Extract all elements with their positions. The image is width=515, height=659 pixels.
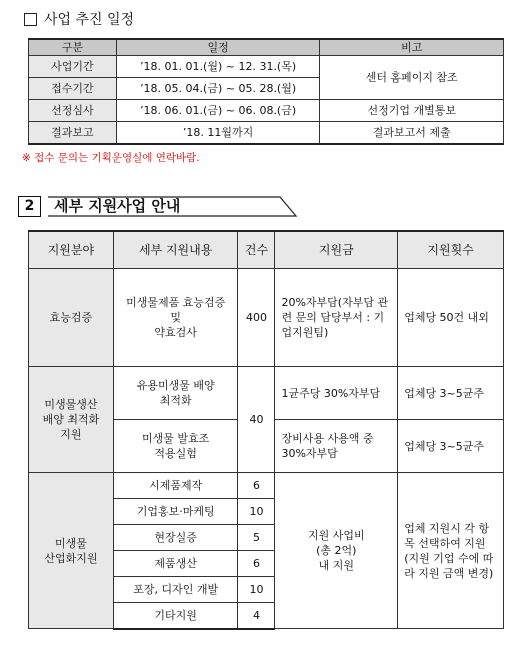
content-cell	[113, 269, 238, 367]
table-row	[29, 100, 504, 122]
funding-cell: 20%자부담(자부담 관련 문의 담당부서 : 기업지원팀)	[275, 269, 398, 367]
row-date: ’18. 01. 01.(월) ~ 12. 31.(목)	[116, 56, 320, 78]
content-cell: 현장실증	[113, 525, 238, 551]
row-note: 센터 홈페이지 참조	[320, 56, 504, 100]
row-note: 선정기업 개별통보	[320, 100, 504, 122]
times-cell: 업체 지원시 각 항목 선택하여 지원(지원 기업 수에 따라 지원 금액 변경)	[398, 473, 504, 629]
row-label: 선정심사	[29, 100, 117, 122]
content-cell	[113, 367, 238, 420]
content-line: 미생물 발효조	[142, 432, 210, 445]
support-table	[28, 230, 504, 630]
row-label: 결과보고	[29, 122, 117, 145]
field-line: 미생물	[54, 536, 87, 550]
content-cell	[113, 420, 238, 473]
contact-note: ※ 접수 문의는 기획운영실에 연락바람.	[22, 152, 200, 164]
field-cell	[29, 473, 114, 629]
content-line: 유용미생물 배양	[136, 379, 215, 392]
content-line: 미생물제품 효능검증	[126, 296, 226, 309]
count-cell: 400	[238, 269, 275, 367]
funding-line: 내 지원	[318, 559, 354, 572]
count-cell: 10	[238, 577, 275, 603]
times-cell: 업체당 3~5균주	[398, 367, 504, 420]
header-funding: 지원금	[275, 231, 398, 269]
content-cell: 기업홍보·마케팅	[113, 499, 238, 525]
table-row	[29, 367, 504, 420]
header-content: 세부 지원내용	[113, 231, 238, 269]
content-cell: 시제품제작	[113, 473, 238, 499]
table-row	[29, 56, 504, 78]
section-schedule-heading	[24, 9, 134, 29]
row-date: ’18. 06. 01.(금) ~ 06. 08.(금)	[116, 100, 320, 122]
header-category: 구분	[29, 39, 117, 56]
section-title: 사업 추진 일정	[44, 12, 135, 28]
header-times: 지원횟수	[398, 231, 504, 269]
field-cell: 효능검증	[29, 269, 114, 367]
count-cell: 40	[238, 367, 275, 473]
field-line: 배양 최적화	[42, 413, 100, 426]
table-row	[29, 122, 504, 145]
content-line: 최적화	[159, 394, 192, 407]
header-remarks: 비고	[320, 39, 504, 56]
count-cell: 6	[238, 551, 275, 577]
funding-cell: 1균주당 30%자부담	[275, 367, 398, 420]
row-label: 사업기간	[29, 56, 117, 78]
funding-line: (총 2억)	[316, 544, 357, 557]
field-line: 미생물생산	[44, 398, 98, 411]
content-line: 및	[170, 311, 181, 324]
table-row	[29, 269, 504, 367]
row-label: 접수기간	[29, 78, 117, 100]
content-line: 적용실험	[154, 447, 197, 460]
times-cell: 업체당 50건 내외	[398, 269, 504, 367]
schedule-table	[28, 38, 504, 145]
checkbox-square-icon	[24, 13, 37, 26]
times-cell: 업체당 3~5균주	[398, 420, 504, 473]
funding-cell	[275, 473, 398, 629]
header-schedule: 일정	[116, 39, 320, 56]
count-cell: 6	[238, 473, 275, 499]
funding-cell: 장비사용 사용액 중 30%자부담	[275, 420, 398, 473]
funding-line: 지원 사업비	[308, 529, 365, 542]
count-cell: 10	[238, 499, 275, 525]
table-row	[29, 473, 504, 499]
field-line: 산업화지원	[44, 551, 98, 565]
content-cell: 포장, 디자인 개발	[113, 577, 238, 603]
table-header-row	[29, 39, 504, 56]
count-cell: 4	[238, 603, 275, 629]
header-count: 건수	[238, 231, 275, 269]
header-field: 지원분야	[29, 231, 114, 269]
content-cell: 기타지원	[113, 603, 238, 629]
row-date: ’18. 05. 04.(금) ~ 05. 28.(월)	[116, 78, 320, 100]
content-line: 약효검사	[154, 326, 197, 339]
count-cell: 5	[238, 525, 275, 551]
field-line: 지원	[60, 428, 82, 441]
section-title: 세부 지원사업 안내	[54, 197, 181, 215]
content-cell: 제품생산	[113, 551, 238, 577]
table-header-row	[29, 231, 504, 269]
section-number: 2	[18, 196, 41, 217]
field-cell	[29, 367, 114, 473]
row-note: 결과보고서 제출	[320, 122, 504, 145]
row-date: ’18. 11월까지	[116, 122, 320, 145]
